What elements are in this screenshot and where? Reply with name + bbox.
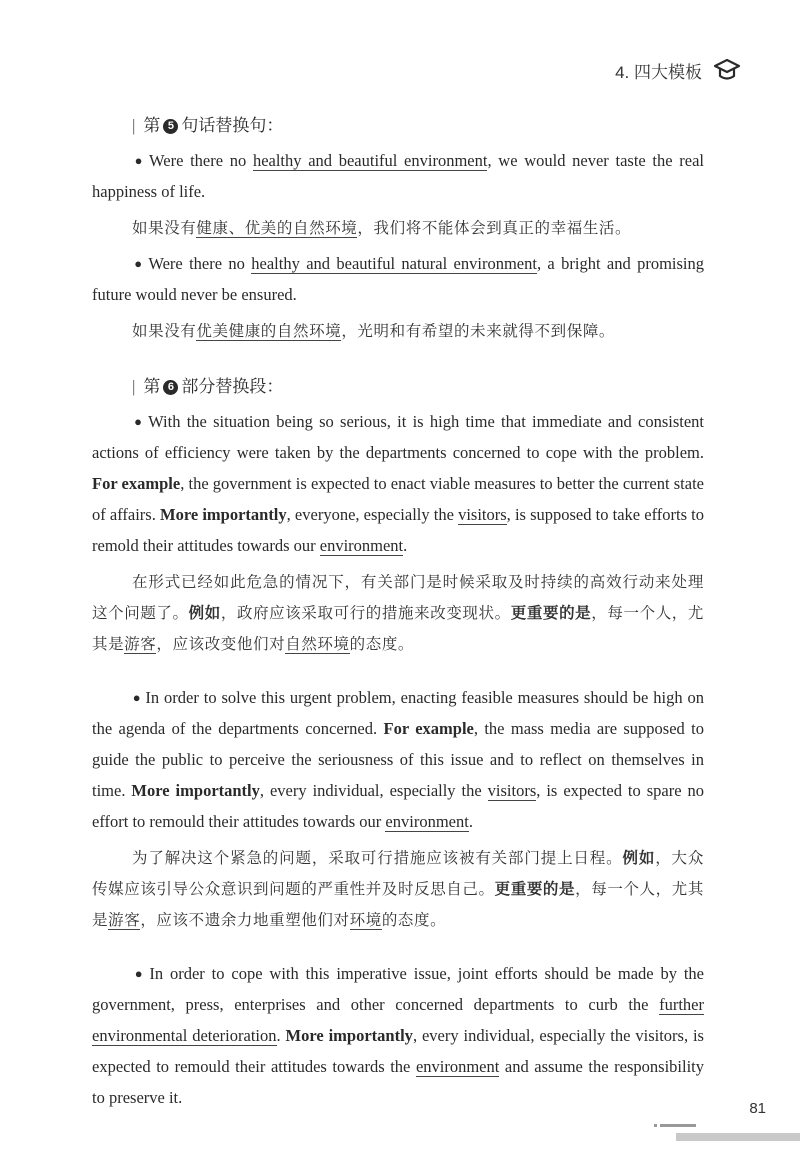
text: ，每一个人，尤其是 [92, 604, 705, 653]
bullet-icon: ● [132, 966, 146, 981]
bullet-icon: ● [132, 153, 145, 168]
text: . [468, 812, 473, 831]
sentence-en-2 [92, 248, 704, 310]
text: Were there no [149, 151, 253, 170]
underlined-phrase: visitors [458, 505, 507, 524]
text: In order to solve this urgent problem, enacting feasible measures should be high on the agenda of the departments concerned. [92, 688, 704, 738]
text: ，应该改变他们对 [156, 635, 286, 653]
section-6-heading [132, 373, 704, 401]
paragraph-cn-2 [92, 843, 704, 936]
text: 如果没有 [132, 322, 197, 340]
text: 的态度。 [381, 911, 447, 929]
underlined-phrase: further environmental deterioration [92, 995, 704, 1045]
text: . [276, 1026, 286, 1045]
bold-phrase: 更重要的是 [510, 604, 592, 622]
paragraph-cn-1 [92, 567, 704, 660]
underlined-phrase: 游客 [108, 911, 141, 929]
number-badge: 5 [163, 119, 178, 134]
running-head [615, 57, 742, 83]
paragraph-en-1 [92, 406, 704, 561]
text: , is supposed to take efforts to remold their attitudes towards our [92, 505, 704, 555]
text: , we would never taste the real happiness of life. [92, 151, 704, 201]
text: ，光明和有希望的未来就得不到保障。 [341, 322, 616, 340]
heading-bar: | [132, 377, 136, 396]
bold-phrase: For example [383, 719, 474, 738]
text: , the mass media are supposed to guide the public to perceive the seriousness of this issue and to reflect on themselves in time. [92, 719, 704, 800]
text: ，每一个人，尤其是 [92, 880, 704, 929]
heading-suffix: 句话替换句： [181, 116, 284, 135]
text: 的态度。 [349, 635, 415, 653]
text: , everyone, especially the [286, 505, 459, 524]
bold-phrase: More importantly [285, 1026, 413, 1045]
text: Were there no [148, 254, 252, 273]
heading-prefix: 第 [143, 116, 161, 135]
bold-phrase: 更重要的是 [494, 880, 576, 898]
text: ，政府应该采取可行的措施来改变现状。 [220, 604, 511, 622]
text: ，大众传媒应该引导公众意识到问题的严重性并及时反思自己。 [92, 849, 704, 898]
underlined-phrase: 游客 [124, 635, 157, 653]
text: In order to cope with this imperative issue, joint efforts should be made by the government, press, enterprises and other concerned departments to curb the [92, 964, 704, 1014]
page-content [92, 112, 704, 1113]
page-number: 81 [749, 1100, 766, 1117]
heading-bar: | [132, 116, 136, 135]
underlined-phrase: healthy and beautiful environment [252, 151, 488, 170]
text: ，我们将不能体会到真正的幸福生活。 [357, 219, 632, 237]
section-5-heading [132, 112, 704, 140]
bullet-icon: ● [132, 414, 145, 429]
text: ，应该不遗余力地重塑他们对 [140, 911, 350, 929]
sentence-cn-1 [92, 213, 704, 244]
footer-strip [676, 1133, 800, 1141]
text: 如果没有 [132, 219, 197, 237]
underlined-phrase: environment [385, 812, 469, 831]
heading-prefix: 第 [143, 377, 161, 396]
footer-decoration [654, 1124, 696, 1127]
text: , is expected to spare no effort to remould their attitudes towards our [92, 781, 704, 831]
bullet-icon: ● [132, 690, 142, 705]
underlined-phrase: 环境 [349, 911, 382, 929]
text: 在形式已经如此危急的情况下，有关部门是时候采取及时持续的高效行动来处理这个问题了。 [92, 573, 704, 622]
text: . [403, 536, 408, 555]
paragraph-en-3 [92, 958, 704, 1113]
text: , every individual, especially the visitors, is expected to remould their attitudes towards the [92, 1026, 704, 1076]
sentence-en-1 [92, 145, 704, 207]
sentence-cn-2 [92, 316, 704, 347]
bold-phrase: For example [92, 474, 181, 493]
underlined-phrase: visitors [487, 781, 537, 800]
underlined-phrase: 健康、优美的自然环境 [196, 219, 358, 237]
underlined-phrase: healthy and beautiful natural environment [251, 254, 537, 273]
paragraph-en-2 [92, 682, 704, 837]
bold-phrase: More importantly [131, 781, 260, 800]
bold-phrase: More importantly [160, 505, 287, 524]
bold-phrase: 例如 [188, 604, 221, 622]
text: , a bright and promising future would never be ensured. [92, 254, 704, 304]
underlined-phrase: environment [319, 536, 404, 555]
text: With the situation being so serious, it is high time that immediate and consistent actions of efficiency were taken by the departments concerned to cope with the problem. [92, 412, 704, 462]
graduation-cap-icon [712, 57, 742, 83]
chapter-title: 4. 四大模板 [615, 62, 702, 82]
underlined-phrase: 自然环境 [285, 635, 350, 653]
underlined-phrase: 优美健康的自然环境 [196, 322, 342, 340]
heading-suffix: 部分替换段： [181, 377, 284, 396]
text: , every individual, especially the [259, 781, 488, 800]
bullet-icon: ● [132, 256, 145, 271]
text: 为了解决这个紧急的问题，采取可行措施应该被有关部门提上日程。 [132, 849, 623, 867]
bold-phrase: 例如 [622, 849, 656, 867]
text: and assume the responsibility to preserve it. [92, 1057, 704, 1107]
underlined-phrase: environment [415, 1057, 500, 1076]
number-badge: 6 [163, 380, 178, 395]
text: , the government is expected to enact viable measures to better the current state of affairs. [92, 474, 704, 524]
